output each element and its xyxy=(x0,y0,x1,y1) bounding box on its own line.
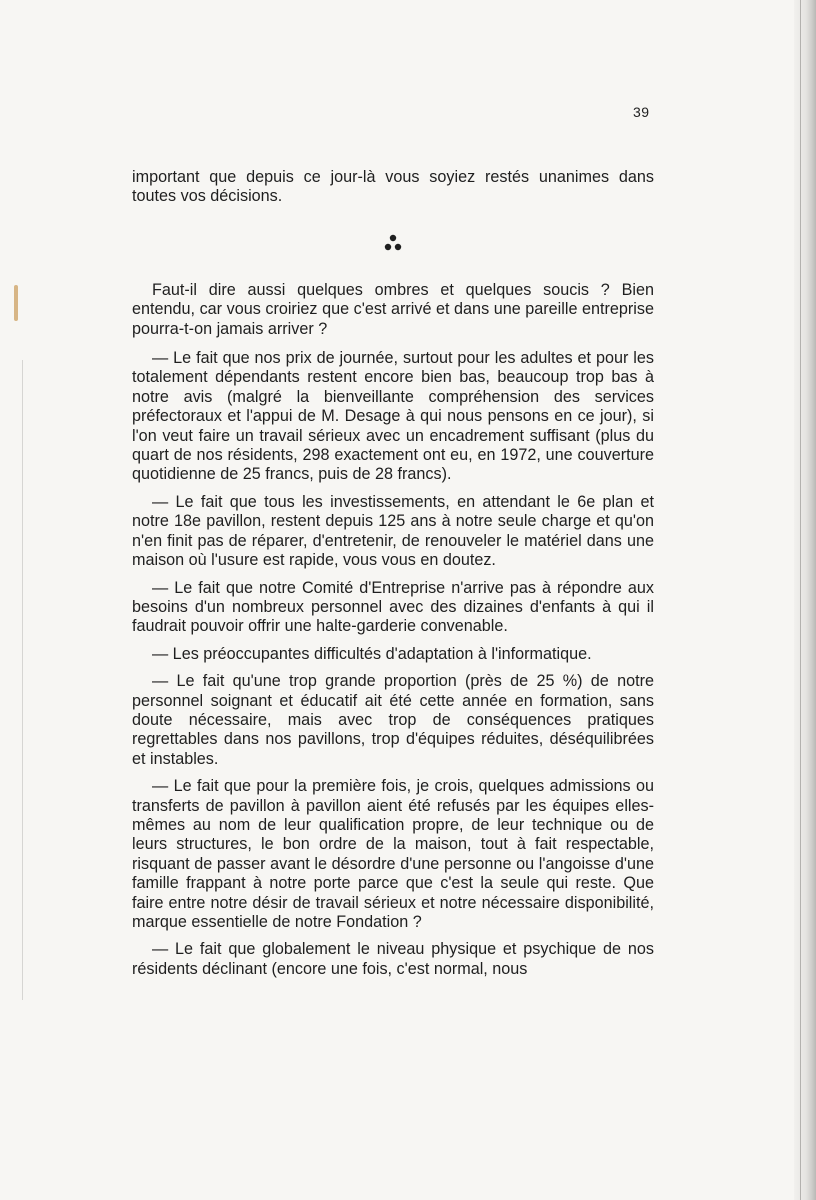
paragraph: — Le fait qu'une trop grande proportion (près de 25 %) de notre personnel soignant et éducatif ait été cette année en formation, sans doute nécessaire, mais avec trop de conséquences pratiques regrettables dans nos pavillons, trop d'équipes réduites, déséquilibrées et instables. xyxy=(132,672,654,768)
page-edge xyxy=(794,0,816,1200)
continuation-paragraph: important que depuis ce jour-là vous soyiez restés unanimes dans toutes vos décisions. xyxy=(132,168,654,206)
paragraph: — Les préoccupantes difficultés d'adaptation à l'informatique. xyxy=(152,644,592,663)
page-number: 39 xyxy=(633,104,650,120)
paragraph: — Le fait que globalement le niveau physique et psychique de nos résidents déclinant (encore une fois, c'est normal, nous xyxy=(132,940,654,978)
paragraph: — Le fait que nos prix de journée, surtout pour les adultes et pour les totalement dépendants restent encore bien bas, beaucoup trop bas à notre avis (malgré la bienveillante compréhension des services préfectoraux et l'appui de M. Desage à qui nous pensons en ce jour), si l'on veut faire un travail sérieux avec un encadrement suffisant (plus du quart de nos résidents, 298 exactement ont eu, en 1972, une couverture quotidienne de 25 francs, puis de 28 francs). xyxy=(132,349,654,484)
paragraph: — Le fait que notre Comité d'Entreprise n'arrive pas à répondre aux besoins d'un nombreux personnel avec des dizaines d'enfants à qui il faudrait pouvoir offrir une halte-garderie convenable. xyxy=(132,578,654,636)
paragraph: — Le fait que tous les investissements, en attendant le 6e plan et notre 18e pavillon, restent depuis 125 ans à notre seule charge et qu'on n'en finit pas de réparer, d'entretenir, de renouveler le matériel dans une maison où l'usure est rapide, vous vous en doutez. xyxy=(132,492,654,570)
page-body xyxy=(132,168,654,987)
paragraph: — Le fait que pour la première fois, je crois, quelques admissions ou transferts de pavillon à pavillon aient été refusés par les équipes elles-mêmes au nom de leur qualification propre, de leur technique ou de leurs structures, le bon ordre de la maison, tout à fait respectable, risquant de passer avant le désordre d'une personne ou l'angoisse d'une famille frappant à notre porte parce que c'est la seule qui reste. Que faire entre notre désir de travail sérieux et notre nécessaire disponibilité, marque essentielle de notre Fondation ? xyxy=(132,777,654,931)
asterism-icon xyxy=(382,233,404,255)
paragraph: Faut-il dire aussi quelques ombres et quelques soucis ? Bien entendu, car vous croiriez que c'est arrivé et dans une pareille entreprise pourra-t-on jamais arriver ? xyxy=(132,280,654,338)
binding-line xyxy=(22,360,23,1000)
paper-stain xyxy=(14,285,18,321)
